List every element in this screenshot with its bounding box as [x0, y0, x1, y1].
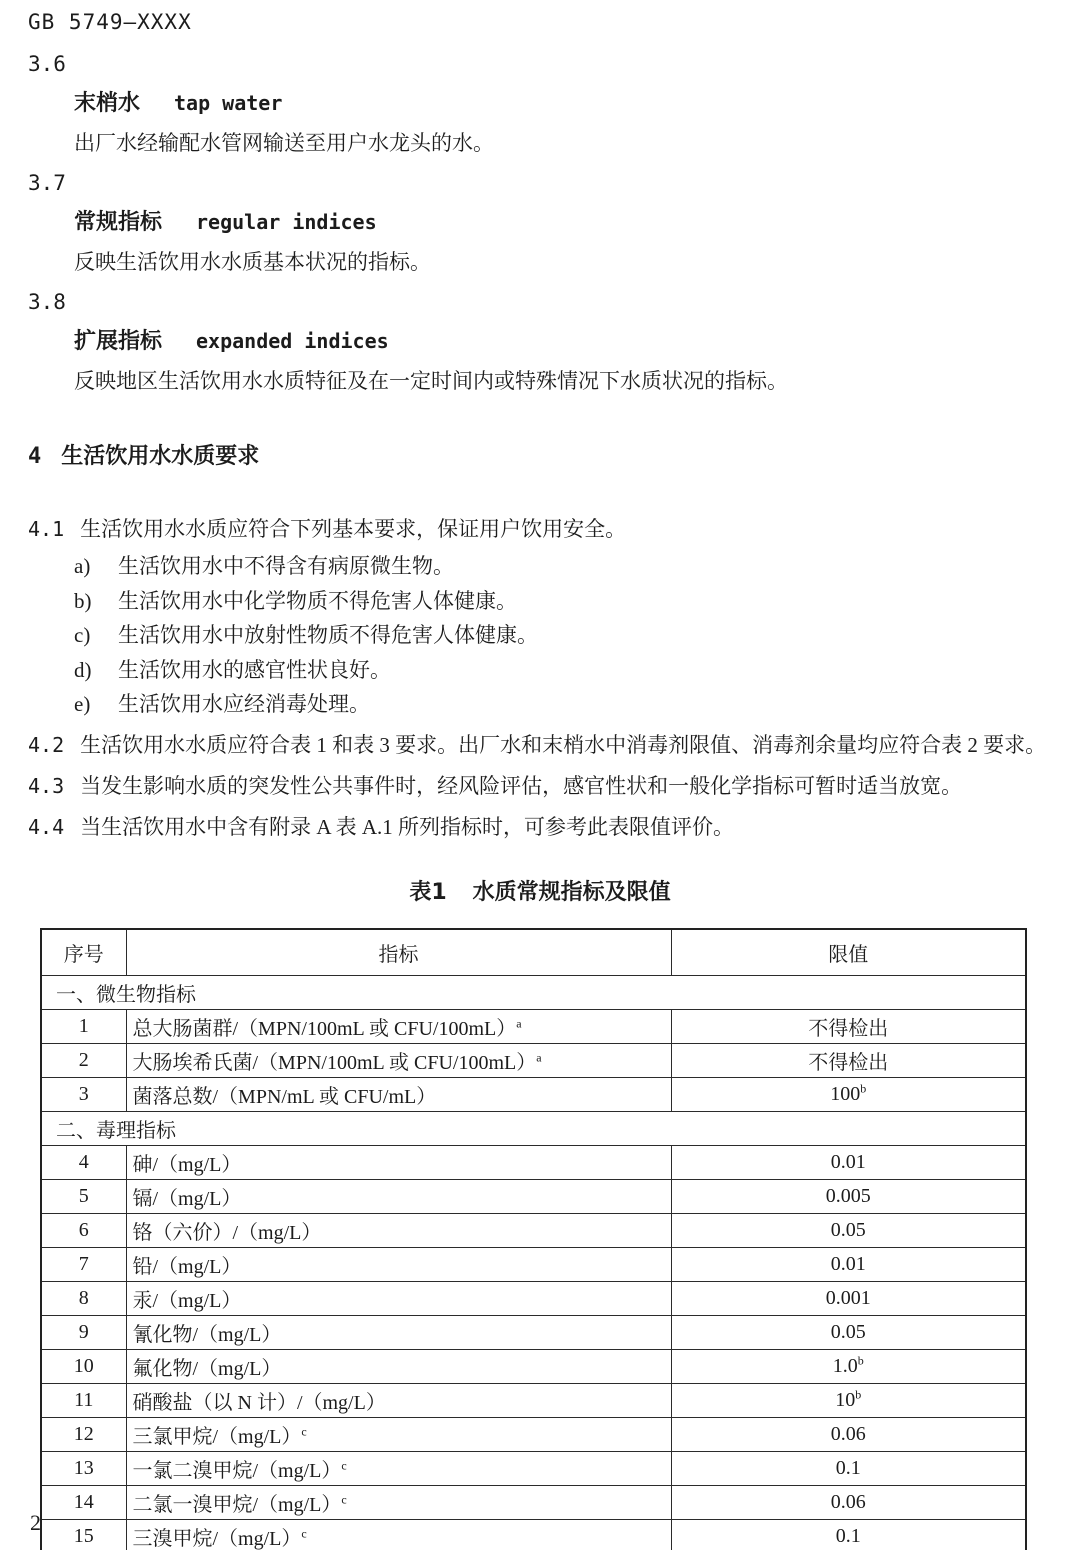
cell-seq: 15: [41, 1520, 126, 1550]
clause-number: 4.3: [28, 773, 65, 798]
list-item: [74, 653, 1052, 688]
term-en: tap water: [174, 91, 283, 115]
clause-number: 4.1: [28, 517, 65, 541]
clause-4-3: [28, 769, 1052, 804]
term-zh: 末梢水: [74, 91, 141, 116]
table-1-title: [28, 875, 1052, 906]
clause-text: 生活饮用水水质应符合下列基本要求，保证用户饮用安全。: [80, 517, 627, 541]
list-item: [74, 584, 1052, 619]
cell-indicator: 三溴甲烷$/(mg/L)^c$: [126, 1520, 671, 1550]
cell-seq: 6: [41, 1214, 126, 1248]
clause-text: 生活饮用水水质应符合表 1 和表 3 要求。出厂水和末梢水中消毒剂限值、消毒剂余量均应符合表 2 要求。: [80, 732, 1047, 757]
table-row: [41, 1384, 1026, 1418]
list-item-letter: d): [74, 657, 92, 682]
cell-indicator: 一氯二溴甲烷$/(mg/L)^c$: [126, 1452, 671, 1486]
cell-indicator: 菌落总数/（MPN/mL 或 CFU/mL）: [126, 1078, 671, 1112]
cell-limit: 0.06: [671, 1486, 1026, 1520]
clause-4-2: [28, 728, 1052, 763]
group-label: 一、微生物指标: [41, 976, 1026, 1010]
cell-limit: 0.01: [671, 1146, 1026, 1180]
cell-indicator: 氟化物/（mg/L）: [126, 1350, 671, 1384]
cell-limit: 不得检出: [671, 1044, 1026, 1078]
term-line: [74, 86, 1052, 117]
list-item-letter: c): [74, 623, 91, 647]
table-row: [41, 1520, 1026, 1550]
clause-number-3-6: 3.6: [28, 52, 66, 76]
list-item-text: 生活饮用水中化学物质不得危害人体健康。: [118, 588, 517, 613]
section-4-heading: [28, 439, 1052, 470]
section-number: 4: [28, 444, 42, 469]
page-number: 2: [30, 1510, 41, 1535]
clause-text: 当发生影响水质的突发性公共事件时，经风险评估，感官性状和一般化学指标可暂时适当放宽。: [80, 773, 963, 798]
table-row: [41, 1146, 1026, 1180]
term-zh: 常规指标: [74, 210, 163, 235]
table-row: [41, 1010, 1026, 1044]
table-row: [41, 1486, 1026, 1520]
cell-indicator: 氰化物/（mg/L）: [126, 1316, 671, 1350]
cell-indicator: 砷/（mg/L）: [126, 1146, 671, 1180]
list-item: [74, 549, 1052, 584]
term-en: expanded indices: [196, 329, 389, 353]
table-row: [41, 1044, 1026, 1078]
header-limit: 限值: [671, 929, 1026, 976]
table-row: [41, 1214, 1026, 1248]
clause-4-4: [28, 810, 1052, 845]
footnote-sup: c: [341, 1492, 347, 1507]
footnote-sup: b: [857, 1353, 864, 1368]
footnote-sup: c: [341, 1458, 347, 1473]
cell-limit: 0.05: [671, 1316, 1026, 1350]
list-item-letter: e): [74, 692, 91, 716]
footnote-sup: a: [536, 1050, 542, 1065]
clause-number-3-8: 3.8: [28, 290, 66, 314]
table-row: [41, 1078, 1026, 1112]
requirement-list: [74, 549, 1052, 722]
cell-indicator: 总大肠菌群/（MPN/100mL 或 CFU/100mL）$^a$: [126, 1010, 671, 1044]
cell-seq: 1: [41, 1010, 126, 1044]
cell-seq: 2: [41, 1044, 126, 1078]
clause-4-1: [28, 512, 1052, 547]
cell-limit: 不得检出: [671, 1010, 1026, 1044]
clause-number: 4.4: [28, 814, 65, 839]
list-item: [74, 618, 1052, 653]
list-item: [74, 687, 1052, 722]
cell-limit: 1.0$^b$: [671, 1350, 1026, 1384]
list-item-letter: a): [74, 554, 91, 578]
list-item-text: 生活饮用水中放射性物质不得危害人体健康。: [118, 623, 538, 647]
list-item-text: 生活饮用水中不得含有病原微生物。: [118, 554, 454, 578]
clause-text: 当生活饮用水中含有附录 A 表 A.1 所列指标时，可参考此表限值评价。: [80, 814, 735, 839]
table-row: [41, 1350, 1026, 1384]
water-quality-table: [40, 928, 1027, 1550]
group-label: 二、毒理指标: [41, 1112, 1026, 1146]
cell-indicator: 硝酸盐（以 N 计）/（mg/L）: [126, 1384, 671, 1418]
cell-seq: 13: [41, 1452, 126, 1486]
section-title: 生活饮用水水质要求: [61, 444, 260, 469]
cell-seq: 9: [41, 1316, 126, 1350]
table-title-text: 水质常规指标及限值: [472, 879, 671, 905]
cell-seq: 8: [41, 1282, 126, 1316]
group-row-microbial: [41, 976, 1026, 1010]
cell-indicator: 铬（六价）/（mg/L）: [126, 1214, 671, 1248]
header-indicator: 指标: [126, 929, 671, 976]
cell-limit: 0.1: [671, 1452, 1026, 1486]
table-row: [41, 1418, 1026, 1452]
cell-indicator: 三氯甲烷$/(mg/L)^c$: [126, 1418, 671, 1452]
cell-indicator: 汞/（mg/L）: [126, 1282, 671, 1316]
cell-seq: 4: [41, 1146, 126, 1180]
footnote-sup: b: [860, 1081, 867, 1096]
header-seq: 序号: [41, 929, 126, 976]
cell-limit: 0.001: [671, 1282, 1026, 1316]
group-row-toxicological: [41, 1112, 1026, 1146]
cell-limit: 0.06: [671, 1418, 1026, 1452]
cell-seq: 3: [41, 1078, 126, 1112]
list-item-letter: b): [74, 588, 92, 613]
cell-seq: 10: [41, 1350, 126, 1384]
table-row: [41, 1282, 1026, 1316]
list-item-text: 生活饮用水的感官性状良好。: [118, 657, 391, 682]
footnote-sup: a: [516, 1016, 522, 1031]
cell-limit: 0.05: [671, 1214, 1026, 1248]
table-row: [41, 1452, 1026, 1486]
cell-limit: 0.1: [671, 1520, 1026, 1550]
cell-indicator: 镉/（mg/L）: [126, 1180, 671, 1214]
cell-limit: 0.01: [671, 1248, 1026, 1282]
clause-number-3-7: 3.7: [28, 171, 66, 195]
term-line: [74, 205, 1052, 236]
list-item-text: 生活饮用水应经消毒处理。: [118, 692, 370, 716]
footnote-sup: c: [301, 1526, 307, 1541]
definition-text: 反映生活饮用水水质基本状况的指标。: [74, 250, 431, 274]
cell-limit: 10$^b$: [671, 1384, 1026, 1418]
definition-text: 反映地区生活饮用水水质特征及在一定时间内或特殊情况下水质状况的指标。: [74, 369, 788, 393]
cell-indicator: 二氯一溴甲烷$/(mg/L)^c$: [126, 1486, 671, 1520]
term-line: [74, 324, 1052, 355]
table-label: 表1: [409, 879, 447, 905]
cell-seq: 5: [41, 1180, 126, 1214]
cell-seq: 14: [41, 1486, 126, 1520]
cell-seq: 11: [41, 1384, 126, 1418]
table-row: [41, 1248, 1026, 1282]
definition-text: 出厂水经输配水管网输送至用户水龙头的水。: [74, 131, 494, 155]
cell-limit: 100$^b$: [671, 1078, 1026, 1112]
cell-limit: 0.005: [671, 1180, 1026, 1214]
cell-seq: 12: [41, 1418, 126, 1452]
table-header-row: [41, 929, 1026, 976]
cell-seq: 7: [41, 1248, 126, 1282]
table-row: [41, 1180, 1026, 1214]
footnote-sup: b: [855, 1387, 862, 1402]
cell-indicator: 铅/（mg/L）: [126, 1248, 671, 1282]
clause-number: 4.2: [28, 732, 65, 757]
term-zh: 扩展指标: [74, 329, 163, 354]
term-en: regular indices: [196, 210, 377, 234]
table-row: [41, 1316, 1026, 1350]
doc-number: GB 5749—XXXX: [28, 10, 192, 34]
cell-indicator: 大肠埃希氏菌/（MPN/100mL 或 CFU/100mL）$^a$: [126, 1044, 671, 1078]
footnote-sup: c: [301, 1424, 307, 1439]
